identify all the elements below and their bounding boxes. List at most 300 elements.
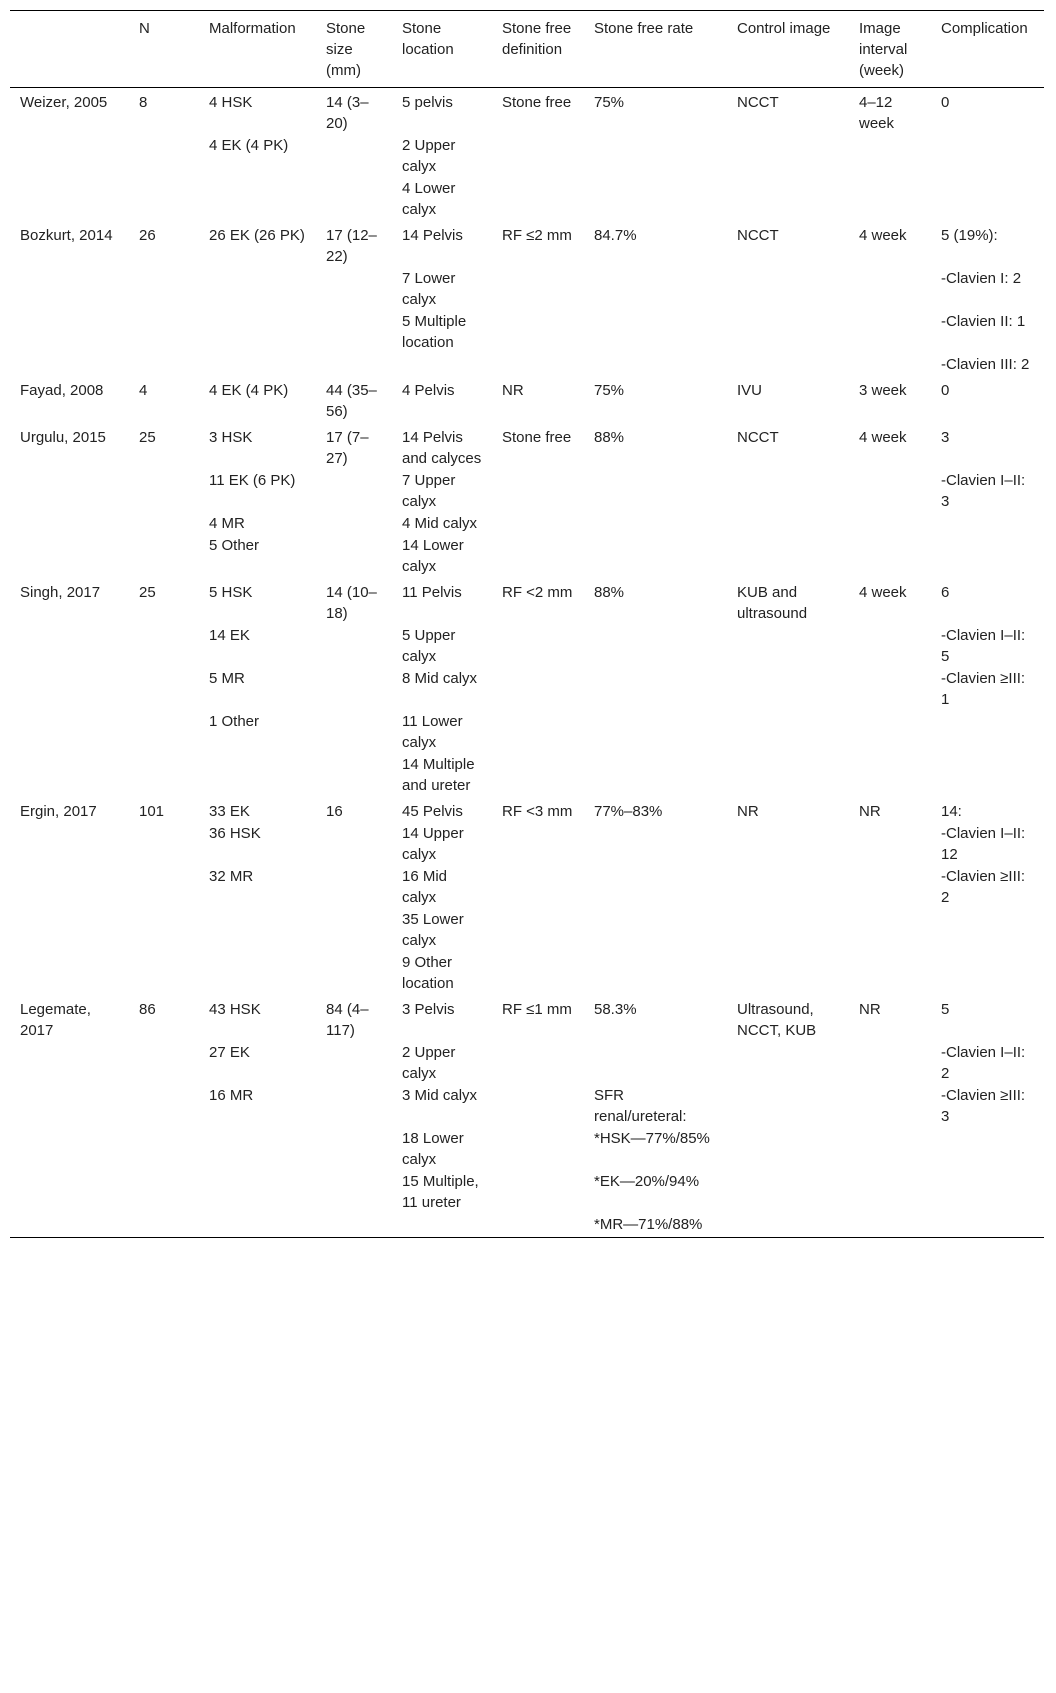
table-cell-complication — [931, 135, 1044, 178]
table-cell-image-interval: NR — [859, 803, 881, 820]
table-cell-stone-size: 84 (4–117) — [326, 1001, 369, 1039]
table-cell-study — [10, 952, 129, 995]
table-cell-stone-size: 17 (12–22) — [326, 227, 377, 265]
table-cell-complication — [931, 952, 1044, 995]
table-cell-stone-free-rate: 88% — [594, 429, 625, 446]
table-cell-n — [129, 135, 199, 178]
table-cell-control-image — [727, 354, 849, 376]
table-cell-study — [10, 535, 129, 578]
table-cell-complication: -Clavien I: 2 — [941, 270, 1022, 287]
table-cell-control-image — [727, 268, 849, 311]
table-cell-n — [129, 823, 199, 866]
table-row — [10, 1042, 1044, 1085]
table-row — [10, 625, 1044, 668]
table-cell-n — [129, 268, 199, 311]
table-cell-stone-size — [316, 470, 392, 513]
table-cell-image-interval: 4 week — [859, 584, 907, 601]
table-cell-control-image: Ultrasound, NCCT, KUB — [737, 1001, 817, 1039]
table-cell-stone-free-definition — [492, 311, 584, 354]
table-cell-control-image: NCCT — [737, 429, 779, 446]
table-cell-stone-free-rate: SFR renal/ureteral: — [594, 1087, 687, 1125]
table-cell-malformation: 3 HSK — [209, 429, 253, 446]
table-cell-stone-free-rate: *EK—20%/94% — [594, 1173, 700, 1190]
table-row — [10, 754, 1044, 797]
table-cell-complication — [931, 1214, 1044, 1238]
column-header-n: N — [129, 11, 199, 88]
table-cell-malformation: 14 EK — [209, 627, 250, 644]
table-cell-n: 25 — [139, 429, 156, 446]
table-cell-malformation: 4 EK (4 PK) — [209, 137, 289, 154]
table-cell-stone-free-rate: 58.3% — [594, 1001, 637, 1018]
header-row — [10, 11, 1044, 88]
table-cell-image-interval — [849, 754, 931, 797]
table-cell-stone-size — [316, 354, 392, 376]
table-cell-image-interval — [849, 1085, 931, 1128]
table-cell-stone-location: 14 Pelvis — [402, 227, 463, 244]
table-cell-control-image — [727, 1085, 849, 1128]
table-row — [10, 311, 1044, 354]
table-cell-stone-free-rate — [584, 311, 727, 354]
table-cell-stone-size — [316, 952, 392, 995]
table-cell-malformation — [199, 268, 316, 311]
table-cell-malformation: 32 MR — [209, 868, 254, 885]
table-cell-malformation — [199, 754, 316, 797]
table-cell-stone-size — [316, 909, 392, 952]
table-cell-n — [129, 1128, 199, 1171]
table-cell-n — [129, 866, 199, 909]
table-cell-stone-free-rate: *MR—71%/88% — [584, 1214, 727, 1238]
table-cell-complication: 14: — [941, 803, 962, 820]
table-cell-complication: -Clavien III: 2 — [941, 356, 1030, 373]
table-cell-stone-size — [316, 1171, 392, 1214]
table-cell-stone-size: 16 — [326, 803, 343, 820]
table-cell-stone-free-rate — [584, 470, 727, 513]
table-cell-stone-free-definition — [492, 625, 584, 668]
table-cell-malformation — [199, 1128, 316, 1171]
table-cell-complication — [931, 754, 1044, 797]
table-cell-stone-free-definition — [492, 1085, 584, 1128]
table-cell-stone-free-definition — [492, 354, 584, 376]
table-cell-stone-free-definition — [492, 1128, 584, 1171]
table-cell-stone-location: 5 Multiple location — [402, 313, 467, 351]
table-row — [10, 1085, 1044, 1128]
table-cell-stone-location: 9 Other location — [402, 954, 454, 992]
table-cell-image-interval — [849, 311, 931, 354]
table-row — [10, 178, 1044, 221]
table-cell-image-interval — [849, 711, 931, 754]
table-cell-malformation — [199, 952, 316, 995]
table-cell-complication: -Clavien ≥III: 3 — [941, 1087, 1026, 1125]
table-cell-complication — [931, 909, 1044, 952]
table-cell-stone-free-rate — [584, 625, 727, 668]
table-cell-image-interval — [849, 823, 931, 866]
table-cell-stone-free-definition: RF <2 mm — [502, 584, 573, 601]
study-table-container — [10, 10, 1044, 1238]
table-row — [10, 470, 1044, 513]
table-cell-n: 101 — [139, 803, 165, 820]
table-cell-complication: -Clavien ≥III: 1 — [941, 670, 1026, 708]
table-cell-control-image — [727, 711, 849, 754]
table-cell-stone-free-definition — [492, 513, 584, 535]
table-cell-stone-size: 14 (3–20) — [326, 94, 369, 132]
table-cell-stone-location: 7 Lower calyx — [402, 270, 456, 308]
table-cell-malformation: 1 Other — [209, 713, 260, 730]
table-cell-complication — [931, 1171, 1044, 1214]
table-cell-control-image — [727, 1214, 849, 1238]
table-cell-study — [10, 470, 129, 513]
column-header-malformation: Malformation — [199, 11, 316, 88]
table-cell-stone-location: 4 Lower calyx — [402, 180, 456, 218]
table-cell-stone-free-rate — [584, 513, 727, 535]
table-cell-stone-free-rate — [584, 711, 727, 754]
table-cell-stone-location — [392, 1214, 492, 1238]
table-cell-stone-location: 5 Upper calyx — [402, 627, 456, 665]
table-cell-stone-free-rate — [584, 178, 727, 221]
table-cell-image-interval: 4 week — [859, 429, 907, 446]
table-cell-n — [129, 178, 199, 221]
table-cell-stone-location: 5 pelvis — [402, 94, 453, 111]
table-cell-stone-free-definition — [492, 1042, 584, 1085]
table-cell-complication: -Clavien I–II: 12 — [941, 825, 1026, 863]
table-cell-study — [10, 1085, 129, 1128]
table-cell-malformation: 27 EK — [209, 1044, 250, 1061]
table-cell-stone-size: 17 (7–27) — [326, 429, 369, 467]
table-cell-stone-free-definition — [492, 178, 584, 221]
table-cell-image-interval: 4 week — [859, 227, 907, 244]
table-cell-complication — [931, 513, 1044, 535]
table-cell-image-interval — [849, 668, 931, 711]
table-cell-complication: 0 — [941, 94, 950, 111]
table-cell-n — [129, 1042, 199, 1085]
table-cell-image-interval: NR — [859, 1001, 881, 1018]
table-cell-stone-location: 2 Upper calyx — [402, 1044, 456, 1082]
table-cell-control-image — [727, 178, 849, 221]
table-cell-malformation: 36 HSK — [209, 825, 261, 842]
table-row — [10, 535, 1044, 578]
table-cell-study — [10, 354, 129, 376]
table-cell-stone-location: 14 Lower calyx — [402, 537, 464, 575]
table-cell-stone-size: 14 (10–18) — [326, 584, 377, 622]
table-cell-n — [129, 1214, 199, 1238]
table-cell-stone-size — [316, 866, 392, 909]
table-cell-image-interval — [849, 268, 931, 311]
table-row — [10, 1128, 1044, 1171]
table-cell-stone-location: 4 Mid calyx — [402, 515, 478, 532]
table-cell-image-interval — [849, 1042, 931, 1085]
table-cell-stone-free-rate: 77%–83% — [594, 803, 663, 820]
table-cell-complication: -Clavien II: 1 — [941, 313, 1026, 330]
table-cell-stone-free-rate: 88% — [594, 584, 625, 601]
table-cell-malformation — [199, 354, 316, 376]
table-cell-study: Urgulu, 2015 — [20, 429, 106, 446]
column-header-stone-free-rate: Stone free rate — [584, 11, 727, 88]
table-cell-study: Legemate, 2017 — [20, 1001, 91, 1039]
table-cell-complication: 0 — [941, 382, 950, 399]
table-cell-stone-location: 45 Pelvis — [402, 803, 463, 820]
table-cell-image-interval — [849, 909, 931, 952]
table-cell-complication: 3 — [941, 429, 950, 446]
table-cell-study: Ergin, 2017 — [20, 803, 97, 820]
study-table — [10, 10, 1044, 1238]
table-cell-image-interval — [849, 535, 931, 578]
table-cell-image-interval — [849, 354, 931, 376]
table-cell-stone-free-definition — [492, 135, 584, 178]
table-cell-complication — [931, 178, 1044, 221]
column-header-control-image: Control image — [727, 11, 849, 88]
table-cell-n — [129, 354, 199, 376]
table-cell-malformation: 5 HSK — [209, 584, 253, 601]
table-cell-n — [129, 311, 199, 354]
table-cell-malformation: 26 EK (26 PK) — [209, 227, 305, 244]
column-header-complication: Complication — [931, 11, 1044, 88]
table-cell-n — [129, 625, 199, 668]
table-cell-malformation — [199, 178, 316, 221]
table-cell-malformation: 5 MR — [209, 670, 245, 687]
table-cell-control-image — [727, 625, 849, 668]
table-cell-stone-size — [316, 135, 392, 178]
table-cell-stone-size — [316, 625, 392, 668]
table-cell-stone-free-rate: 84.7% — [594, 227, 637, 244]
column-header-study — [10, 11, 129, 88]
table-cell-malformation: 16 MR — [209, 1087, 254, 1104]
table-row — [10, 952, 1044, 995]
table-row — [10, 823, 1044, 866]
table-row — [10, 1214, 1044, 1238]
table-cell-n — [129, 668, 199, 711]
table-cell-stone-size — [316, 823, 392, 866]
table-cell-control-image — [727, 311, 849, 354]
table-cell-stone-free-definition — [492, 711, 584, 754]
table-cell-stone-location: 3 Mid calyx — [402, 1087, 478, 1104]
table-cell-stone-free-rate: *HSK—77%/85% — [594, 1130, 710, 1147]
table-row — [10, 513, 1044, 535]
table-cell-n — [129, 1171, 199, 1214]
table-cell-control-image — [727, 668, 849, 711]
table-cell-control-image: NCCT — [737, 227, 779, 244]
table-cell-complication: 6 — [941, 584, 950, 601]
table-cell-control-image — [727, 909, 849, 952]
table-cell-study — [10, 866, 129, 909]
table-cell-stone-location: 11 Pelvis — [402, 584, 462, 601]
table-row — [10, 135, 1044, 178]
table-cell-stone-free-definition — [492, 268, 584, 311]
column-header-stone-free-definition: Stone free definition — [492, 11, 584, 88]
table-cell-complication — [931, 1128, 1044, 1171]
table-cell-n — [129, 513, 199, 535]
table-cell-study — [10, 268, 129, 311]
table-cell-stone-free-definition: NR — [502, 382, 524, 399]
table-cell-complication: -Clavien I–II: 2 — [941, 1044, 1026, 1082]
table-cell-image-interval — [849, 952, 931, 995]
table-cell-malformation: 43 HSK — [209, 1001, 261, 1018]
table-cell-control-image — [727, 952, 849, 995]
table-cell-stone-location: 3 Pelvis — [402, 1001, 455, 1018]
table-cell-control-image — [727, 1042, 849, 1085]
table-cell-stone-size — [316, 535, 392, 578]
table-cell-study — [10, 311, 129, 354]
table-cell-study: Weizer, 2005 — [20, 94, 108, 111]
table-cell-stone-free-rate — [584, 268, 727, 311]
table-cell-stone-free-definition — [492, 866, 584, 909]
table-cell-stone-free-definition — [492, 952, 584, 995]
table-cell-stone-free-rate — [584, 909, 727, 952]
table-cell-complication: -Clavien I–II: 5 — [941, 627, 1026, 665]
table-cell-stone-location — [392, 354, 492, 376]
table-cell-stone-free-definition: Stone free — [502, 429, 572, 446]
table-header — [10, 11, 1044, 88]
table-cell-image-interval — [849, 1214, 931, 1238]
table-cell-control-image: NCCT — [737, 94, 779, 111]
table-cell-stone-location: 2 Upper calyx — [402, 137, 456, 175]
table-cell-stone-free-definition — [492, 823, 584, 866]
table-cell-stone-free-definition — [492, 535, 584, 578]
table-row — [10, 909, 1044, 952]
table-row — [10, 578, 1044, 625]
table-body — [10, 88, 1044, 1238]
table-cell-image-interval: 3 week — [859, 382, 907, 399]
table-cell-control-image: KUB and ultrasound — [737, 584, 808, 622]
table-cell-n — [129, 754, 199, 797]
table-cell-malformation: 4 MR — [209, 515, 245, 532]
table-cell-n: 8 — [139, 94, 148, 111]
table-cell-stone-free-rate: 75% — [594, 94, 625, 111]
table-cell-control-image — [727, 1171, 849, 1214]
table-row — [10, 797, 1044, 823]
table-cell-image-interval — [849, 135, 931, 178]
table-cell-n — [129, 1085, 199, 1128]
table-cell-stone-size — [316, 1085, 392, 1128]
table-cell-n: 86 — [139, 1001, 156, 1018]
table-cell-malformation: 4 HSK — [209, 94, 253, 111]
table-cell-n: 26 — [139, 227, 156, 244]
table-row — [10, 711, 1044, 754]
table-cell-stone-location: 15 Multiple, 11 ureter — [402, 1173, 479, 1211]
table-cell-complication: -Clavien I–II: 3 — [941, 472, 1026, 510]
table-cell-stone-location: 35 Lower calyx — [402, 911, 464, 949]
table-cell-stone-location: 14 Upper calyx — [402, 825, 464, 863]
table-cell-study: Bozkurt, 2014 — [20, 227, 113, 244]
table-cell-stone-free-rate — [584, 1042, 727, 1085]
table-cell-study — [10, 823, 129, 866]
table-cell-stone-location: 18 Lower calyx — [402, 1130, 464, 1168]
table-cell-stone-size — [316, 754, 392, 797]
table-cell-complication: 5 — [941, 1001, 950, 1018]
table-cell-n — [129, 952, 199, 995]
table-cell-stone-free-definition — [492, 909, 584, 952]
table-row — [10, 88, 1044, 136]
table-cell-stone-free-rate — [584, 354, 727, 376]
table-cell-image-interval — [849, 178, 931, 221]
table-cell-image-interval — [849, 625, 931, 668]
table-cell-image-interval — [849, 470, 931, 513]
table-cell-n — [129, 711, 199, 754]
table-cell-control-image: IVU — [737, 382, 763, 399]
column-header-image-interval: Image interval (week) — [849, 11, 931, 88]
table-cell-control-image — [727, 535, 849, 578]
table-cell-study — [10, 1128, 129, 1171]
table-cell-image-interval — [849, 513, 931, 535]
table-cell-complication: -Clavien ≥III: 2 — [941, 868, 1026, 906]
table-cell-study — [10, 513, 129, 535]
table-cell-stone-location: 16 Mid calyx — [402, 868, 448, 906]
table-cell-complication: 5 (19%): — [941, 227, 998, 244]
table-cell-stone-free-definition — [492, 754, 584, 797]
table-cell-control-image — [727, 754, 849, 797]
table-cell-stone-location: 8 Mid calyx — [402, 670, 478, 687]
table-cell-stone-size — [316, 1042, 392, 1085]
table-cell-image-interval: 4–12 week — [859, 94, 895, 132]
table-cell-stone-size — [316, 1214, 392, 1238]
table-cell-n — [129, 470, 199, 513]
table-cell-n: 25 — [139, 584, 156, 601]
table-cell-image-interval — [849, 866, 931, 909]
table-cell-stone-free-rate — [584, 866, 727, 909]
table-cell-stone-free-definition: RF <3 mm — [502, 803, 573, 820]
table-cell-study — [10, 1171, 129, 1214]
table-cell-study — [10, 625, 129, 668]
table-cell-malformation: 11 EK (6 PK) — [209, 472, 296, 489]
table-row — [10, 354, 1044, 376]
table-cell-malformation: 4 EK (4 PK) — [209, 382, 289, 399]
table-row — [10, 1171, 1044, 1214]
table-cell-study: Singh, 2017 — [20, 584, 101, 601]
table-cell-image-interval — [849, 1171, 931, 1214]
table-row — [10, 221, 1044, 268]
table-row — [10, 376, 1044, 423]
table-row — [10, 268, 1044, 311]
table-cell-control-image — [727, 470, 849, 513]
table-cell-stone-location: 4 Pelvis — [402, 382, 455, 399]
table-cell-stone-size — [316, 513, 392, 535]
table-cell-complication — [931, 711, 1044, 754]
table-cell-malformation: 5 Other — [209, 537, 260, 554]
table-cell-image-interval — [849, 1128, 931, 1171]
table-cell-stone-free-rate — [584, 823, 727, 866]
table-cell-stone-size — [316, 711, 392, 754]
table-row — [10, 668, 1044, 711]
table-row — [10, 423, 1044, 470]
table-cell-stone-free-rate — [584, 754, 727, 797]
table-cell-n — [129, 909, 199, 952]
table-cell-stone-free-rate — [584, 668, 727, 711]
table-cell-stone-free-definition — [492, 1171, 584, 1214]
table-cell-control-image: NR — [737, 803, 759, 820]
table-cell-stone-location: 7 Upper calyx — [402, 472, 456, 510]
column-header-stone-size: Stone size (mm) — [316, 11, 392, 88]
table-cell-malformation: 33 EK — [209, 803, 250, 820]
table-cell-stone-location: 11 Lower calyx — [402, 713, 463, 751]
table-cell-control-image — [727, 513, 849, 535]
table-cell-stone-free-rate — [584, 535, 727, 578]
table-cell-complication — [931, 535, 1044, 578]
table-cell-stone-size — [316, 268, 392, 311]
table-cell-stone-free-definition — [492, 1214, 584, 1238]
table-cell-study — [10, 135, 129, 178]
table-cell-control-image — [727, 1128, 849, 1171]
table-cell-stone-size — [316, 668, 392, 711]
table-cell-study — [10, 754, 129, 797]
table-cell-study: Fayad, 2008 — [20, 382, 104, 399]
table-cell-study — [10, 1042, 129, 1085]
table-row — [10, 866, 1044, 909]
table-cell-stone-free-definition: RF ≤1 mm — [502, 1001, 572, 1018]
table-cell-stone-free-definition: Stone free — [502, 94, 572, 111]
table-cell-stone-size — [316, 178, 392, 221]
table-cell-malformation — [199, 909, 316, 952]
table-cell-study — [10, 178, 129, 221]
table-cell-control-image — [727, 823, 849, 866]
table-cell-stone-size — [316, 311, 392, 354]
